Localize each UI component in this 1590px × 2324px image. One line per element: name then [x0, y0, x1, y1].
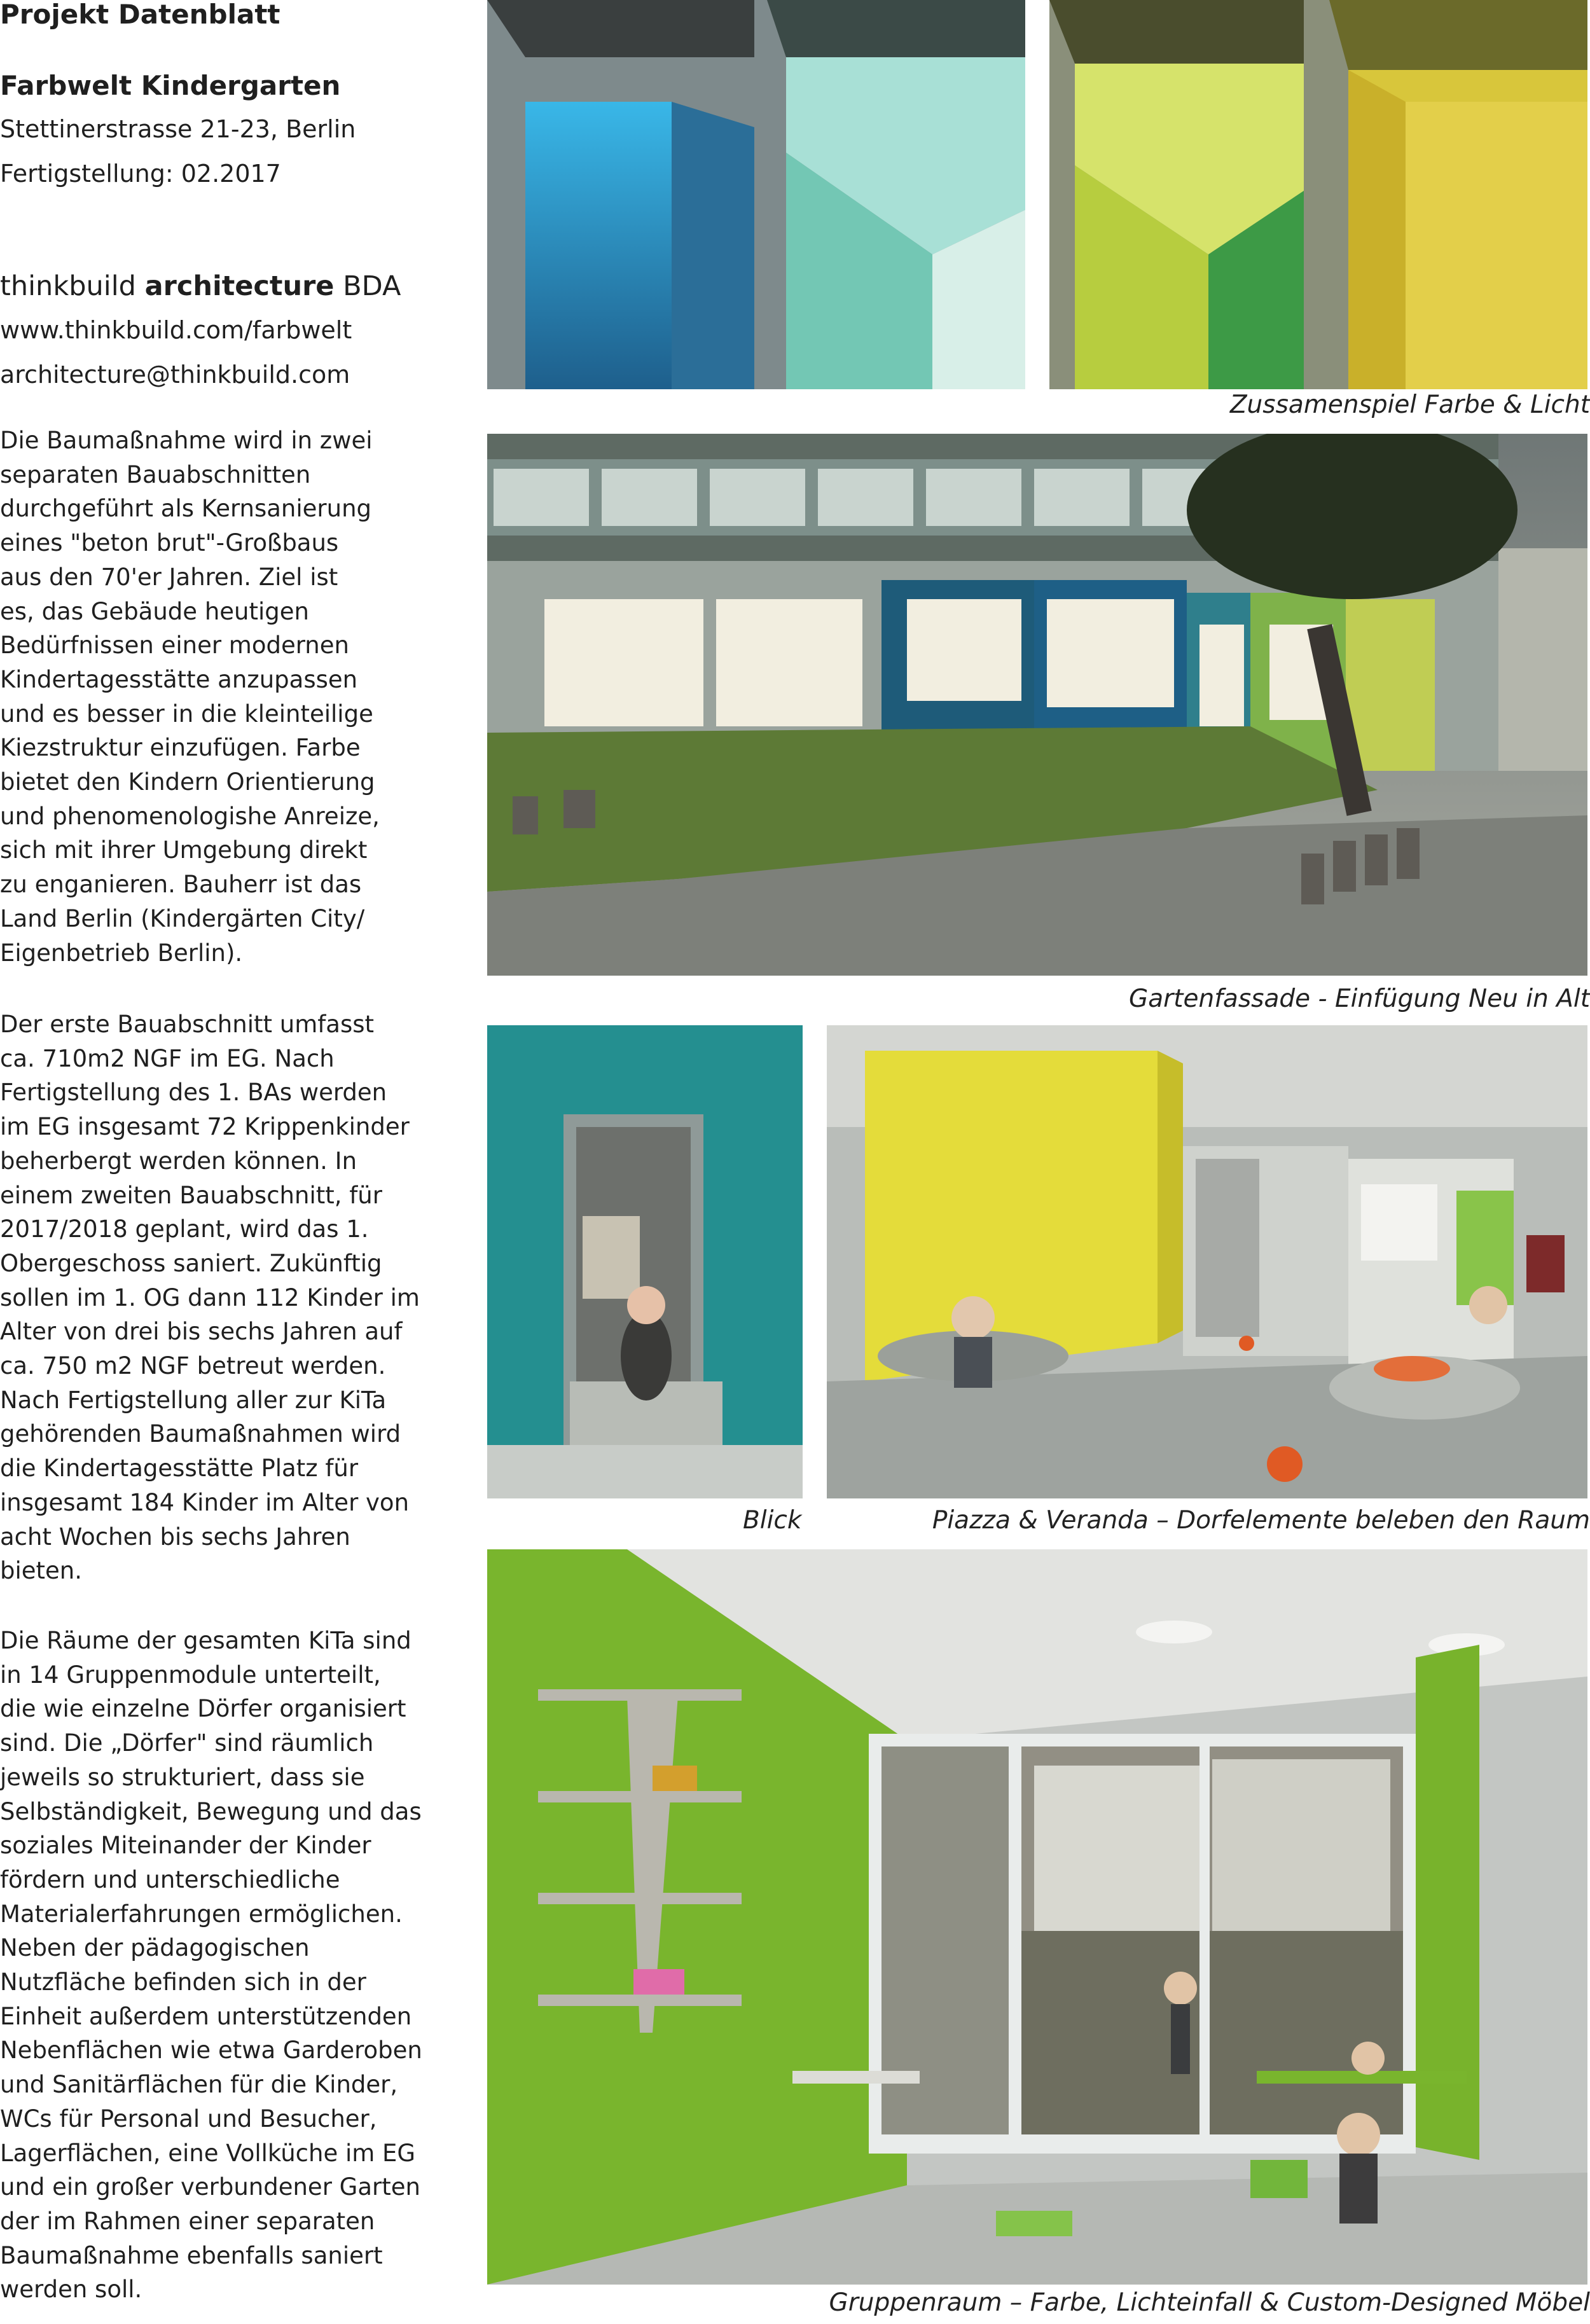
- paragraph-line: Kiezstruktur einzufügen. Farbe: [0, 734, 361, 762]
- project-address: Stettinerstrasse 21-23, Berlin: [0, 115, 356, 143]
- paragraph-line: zu enganieren. Bauherr ist das: [0, 871, 362, 899]
- paragraph-line: 2017/2018 geplant, wird das 1.: [0, 1215, 369, 1243]
- caption-color-light: Zussamenspiel Farbe & Licht: [1229, 391, 1590, 419]
- paragraph-line: sind. Die „Dörfer" sind räumlich: [0, 1729, 374, 1757]
- body-paragraph-3: [0, 1624, 439, 2307]
- completion-date: Fertigstellung: 02.2017: [0, 160, 281, 188]
- paragraph-line: Nutzfläche befinden sich in der: [0, 1968, 366, 1996]
- project-title: Farbwelt Kindergarten: [0, 70, 341, 101]
- caption-garden-facade: Gartenfassade - Einfügung Neu in Alt: [1129, 985, 1590, 1013]
- garden-facade-photo: [487, 434, 1587, 976]
- paragraph-line: Neben der pädagogischen: [0, 1934, 310, 1962]
- paragraph-line: Lagerflächen, eine Vollküche im EG: [0, 2139, 416, 2167]
- paragraph-line: bietet den Kindern Orientierung: [0, 768, 375, 796]
- paragraph-line: insgesamt 184 Kinder im Alter von: [0, 1488, 410, 1516]
- body-paragraph-1: [0, 424, 439, 970]
- paragraph-line: Eigenbetrieb Berlin).: [0, 939, 243, 967]
- paragraph-line: Bedürfnissen einer modernen: [0, 632, 349, 660]
- paragraph-line: Fertigstellung des 1. BAs werden: [0, 1079, 387, 1107]
- paragraph-line: und Sanitärflächen für die Kinder,: [0, 2071, 398, 2099]
- paragraph-line: sollen im 1. OG dann 112 Kinder im: [0, 1283, 420, 1311]
- paragraph-line: im EG insgesamt 72 Krippenkinder: [0, 1113, 410, 1141]
- paragraph-line: Die Baumaßnahme wird in zwei: [0, 427, 373, 454]
- group-room-photo: [487, 1549, 1587, 2285]
- caption-view: Blick: [743, 1506, 802, 1535]
- view-photo: [487, 1025, 803, 1498]
- paragraph-line: die wie einzelne Dörfer organisiert: [0, 1695, 406, 1723]
- color-light-photo-blue: [487, 0, 1025, 389]
- paragraph-line: und phenomenologishe Anreize,: [0, 802, 380, 830]
- paragraph-line: Kindertagesstätte anzupassen: [0, 665, 358, 693]
- paragraph-line: aus den 70'er Jahren. Ziel ist: [0, 563, 338, 591]
- firm-name-bold: architecture: [144, 270, 335, 302]
- paragraph-line: beherbergt werden können. In: [0, 1147, 357, 1175]
- paragraph-line: bieten.: [0, 1557, 83, 1585]
- paragraph-line: die Kindertagesstätte Platz für: [0, 1455, 359, 1483]
- paragraph-line: und ein großer verbundener Garten: [0, 2173, 420, 2201]
- paragraph-line: durchgeführt als Kernsanierung: [0, 495, 372, 523]
- paragraph-line: Einheit außerdem unterstützenden: [0, 2002, 412, 2030]
- paragraph-line: der im Rahmen einer separaten: [0, 2207, 375, 2235]
- paragraph-line: werden soll.: [0, 2276, 142, 2304]
- paragraph-line: WCs für Personal und Besucher,: [0, 2105, 377, 2133]
- paragraph-line: Land Berlin (Kindergärten City/: [0, 904, 365, 932]
- firm-name: [0, 267, 401, 305]
- paragraph-line: Obergeschoss saniert. Zukünftig: [0, 1249, 382, 1277]
- paragraph-line: ca. 710m2 NGF im EG. Nach: [0, 1044, 335, 1072]
- body-paragraph-2: [0, 1007, 439, 1588]
- paragraph-line: Materialerfahrungen ermöglichen.: [0, 1900, 403, 1928]
- paragraph-line: jeweils so strukturiert, dass sie: [0, 1763, 365, 1791]
- paragraph-line: eines "beton brut"-Großbaus: [0, 529, 339, 557]
- paragraph-line: einem zweiten Bauabschnitt, für: [0, 1181, 382, 1209]
- paragraph-line: gehörenden Baumaßnahmen wird: [0, 1420, 401, 1448]
- caption-piazza: Piazza & Veranda – Dorfelemente beleben den Raum: [932, 1506, 1590, 1535]
- firm-website-link[interactable]: www.thinkbuild.com/farbwelt: [0, 316, 352, 344]
- paragraph-line: Die Räume der gesamten KiTa sind: [0, 1627, 411, 1654]
- paragraph-line: ca. 750 m2 NGF betreut werden.: [0, 1352, 386, 1380]
- paragraph-line: Alter von drei bis sechs Jahren auf: [0, 1318, 403, 1346]
- paragraph-line: sich mit ihrer Umgebung direkt: [0, 836, 368, 864]
- paragraph-line: acht Wochen bis sechs Jahren: [0, 1523, 350, 1551]
- firm-email-link[interactable]: architecture@thinkbuild.com: [0, 361, 350, 389]
- paragraph-line: es, das Gebäude heutigen: [0, 597, 309, 625]
- paragraph-line: Baumaßnahme ebenfalls saniert: [0, 2241, 383, 2269]
- paragraph-line: Der erste Bauabschnitt umfasst: [0, 1011, 375, 1038]
- paragraph-line: soziales Miteinander der Kinder: [0, 1832, 371, 1860]
- paragraph-line: und es besser in die kleinteilige: [0, 700, 373, 728]
- caption-group-room: Gruppenraum – Farbe, Lichteinfall & Custom-Designed Möbel: [829, 2288, 1590, 2317]
- firm-name-suffix: BDA: [343, 270, 401, 302]
- piazza-photo: [827, 1025, 1587, 1498]
- paragraph-line: separaten Bauabschnitten: [0, 460, 311, 488]
- document-label: Projekt Datenblatt: [0, 0, 280, 30]
- firm-name-prefix: thinkbuild: [0, 270, 136, 302]
- paragraph-line: in 14 Gruppenmodule unterteilt,: [0, 1661, 381, 1689]
- paragraph-line: Selbständigkeit, Bewegung und das: [0, 1797, 422, 1825]
- paragraph-line: fördern und unterschiedliche: [0, 1865, 340, 1893]
- color-light-photo-green: [1049, 0, 1587, 389]
- paragraph-line: Nach Fertigstellung aller zur KiTa: [0, 1386, 387, 1414]
- paragraph-line: Nebenflächen wie etwa Garderoben: [0, 2037, 422, 2065]
